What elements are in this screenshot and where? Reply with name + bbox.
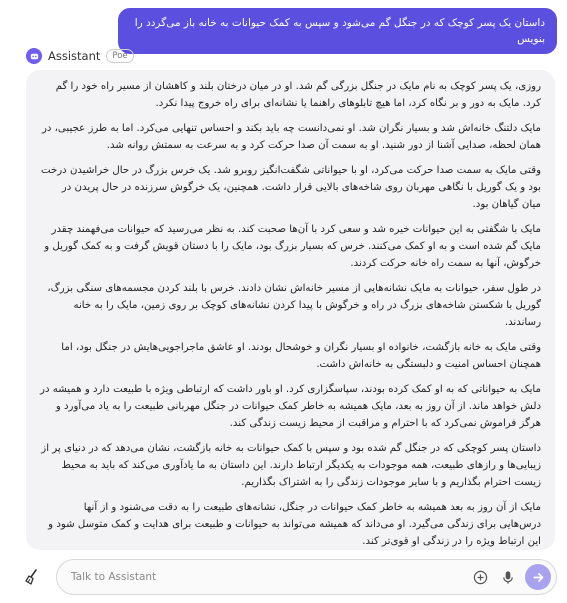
broom-icon[interactable] xyxy=(20,565,44,589)
assistant-avatar-icon[interactable] xyxy=(26,48,42,64)
answer-paragraph: مایک با شگفتی به این حیوانات خیره شد و سعی کرد با آن‌ها صحبت کند. به نظر می‌رسید که حیوانات می‌فهمند چقدر مایک گم شده است و به او کمک می‌کنند. خرس که بسیار بزرگ بود، مایک را با دستان قویش گرفت و به کمک گوریل و خرگوش، آنها به سمت راه خانه حرکت کردند. xyxy=(44,224,541,269)
answer-paragraph: وقتی مایک به خانه بازگشت، خانواده او بسیار نگران و خوشحال بودند. او عاشق ماجراجویی‌هایش در جنگل بود، اما همچنان احساس امنیت و دلبستگی به خانه‌اش داشت. xyxy=(61,342,541,370)
assistant-answer xyxy=(26,70,555,550)
composer-bar xyxy=(0,557,567,597)
plus-circle-icon[interactable] xyxy=(469,566,491,588)
answer-paragraph: داستان پسر کوچکی که در جنگل گم شده بود و سپس با کمک حیوانات به خانه بازگشت، نشان می‌دهد که در دنیای پر از زیبایی‌ها و رازهای طبیعت، همه موجودات به یکدیگر ارتباط دارند. این داستان به ما یادآوری می‌کند که باید به محیط زیست احترام بگذاریم و با سایر موجودات زندگی را به اشتراک بگذاریم. xyxy=(41,443,541,488)
arrow-right-icon xyxy=(532,571,545,584)
assistant-name[interactable]: Assistant xyxy=(48,49,101,63)
assistant-header xyxy=(26,46,134,66)
send-button[interactable] xyxy=(525,564,551,590)
answer-paragraph: روزی، یک پسر کوچک به نام مایک در جنگل بزرگی گم شد. او در میان درختان بلند و کاهشان از مسیر راه خود را گم کرد. مایک به دور و بر نگاه کرد، اما هیچ تابلوهای راهنما یا نشانه‌ای برای راه خروج پیدا نکرد. xyxy=(55,81,541,109)
chat-input[interactable] xyxy=(57,570,469,584)
answer-paragraph: وقتی مایک به سمت صدا حرکت می‌کرد، او با حیواناتی شگفت‌انگیز روبرو شد. یک خرس بزرگ در حال خراشیدن درخت بود و یک گوریل با نگاهی مهربان روی شاخه‌های بالایی قرار داشت. همچنین، یک خرگوش سرزنده در حال پریدن در میان گیاهان بود. xyxy=(40,165,541,210)
user-message-text: داستان یک پسر کوچک که در جنگل گم می‌شود و سپس به کمک حیوانات به خانه باز می‌گردد را بنویس xyxy=(134,17,545,45)
composer-input-wrap xyxy=(56,559,557,595)
answer-paragraph: مایک به حیواناتی که به او کمک کرده بودند، سپاسگزاری کرد. او باور داشت که ارتباطی ویژه با طبیعت دارد و همیشه در دلش خواهد ماند. از آن روز به بعد، مایک همیشه به خاطر کمک حیوانات در جنگل مهربانی طبیعت را به یاد می‌آورد و هرگز فراموش نمی‌کرد که با احترام و مراقبت از محیط زیست زندگی کند. xyxy=(40,384,541,429)
answer-paragraph: در طول سفر، حیوانات به مایک نشانه‌هایی از مسیر خانه‌اش نشان دادند. خرس با بلند کردن مجسمه‌های سنگی بزرگ، گوریل با شکستن شاخه‌های بزرگ در راه و خرگوش با پیدا کردن نشانه‌های کوچک بر روی زمین، مایک را به خانه رساندند. xyxy=(47,283,541,328)
answer-paragraph: مایک دلتنگ خانه‌اش شد و بسیار نگران شد. او نمی‌دانست چه باید بکند و احساس تنهایی می‌کرد. اما به طرز عجیبی، در همان لحظه، صدایی آشنا از دور شنید. او به سمت آن صدا حرکت کرد و به سرعت به سمتش روانه شد. xyxy=(41,123,541,151)
user-message-bubble xyxy=(118,8,557,54)
answer-paragraph: مایک از آن روز به بعد همیشه به خاطر کمک حیوانات در جنگل، نشانه‌های طبیعت را به دقت می‌شنود و از آنها درس‌هایی برای زندگی می‌گیرد. او می‌داند که همیشه می‌تواند به حیوانات و طبیعت برای هدایت و کمک متوسل شود و این ارتباط ویژه را در زندگی او قوی‌تر کند. xyxy=(48,502,541,547)
poe-badge: Poe xyxy=(106,49,133,63)
microphone-icon[interactable] xyxy=(497,566,519,588)
